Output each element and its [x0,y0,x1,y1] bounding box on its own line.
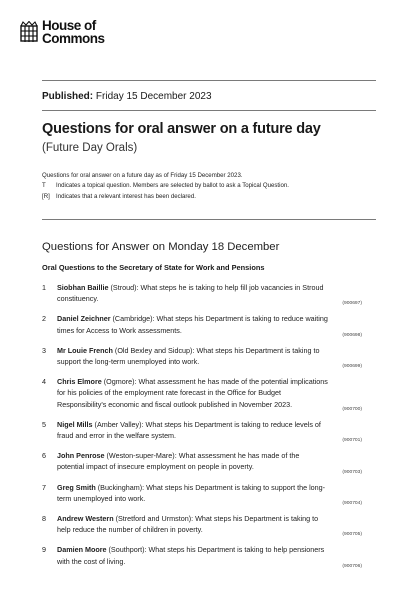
note-topical [42,181,289,191]
question-reference: (900706) [342,563,362,569]
question-reference: (900697) [342,301,362,307]
member-constituency: (Southport): [108,545,147,555]
question-item [42,282,362,307]
question-content: What steps his Department is taking to help pensioners with the cost of living. [57,545,325,566]
member-name: Daniel Zeichner [57,314,111,324]
member-constituency: (Stretford and Urmston): [115,514,194,524]
top-divider [42,80,376,81]
published-divider [42,110,376,111]
question-reference: (900699) [342,364,362,370]
question-number: 3 [42,345,46,355]
question-reference: (900703) [342,469,362,475]
question-item [42,345,362,370]
member-constituency: (Stroud): [110,283,139,292]
question-number: 8 [42,514,46,524]
question-content: What assessment he has made of the potential impact of insecure employment on people in poverty. [57,451,300,472]
published-date: Friday 15 December 2023 [95,91,212,102]
question-content: What steps his Department is taking to reduce waiting times for Access to Work assessments. [57,314,328,335]
question-item [42,482,362,507]
member-name: John Penrose [57,451,105,461]
page-subtitle: (Future Day Orals) [42,142,138,154]
page-title: Questions for oral answer on a future day [42,121,321,137]
question-reference: (900698) [342,332,362,338]
member-constituency: (Weston-super-Mare): [106,451,177,461]
question-item [42,419,362,444]
member-constituency: (Old Bexley and Sidcup): [114,345,195,355]
question-content: What steps his Department is taking to support the long-term unemployed into work. [57,345,320,367]
notes-intro: Questions for oral answer on a future day as of Friday 15 December 2023. [42,172,243,179]
question-number: 1 [42,283,46,292]
question-content: What steps his Department is taking to support the long-term unemployed into work. [57,482,326,503]
question-number: 2 [42,314,46,324]
member-name: Siobhan Baillie [57,283,109,292]
note-key: T [42,182,46,190]
question-reference: (900701) [342,438,362,444]
question-item [42,513,362,538]
house-of-commons-logo [20,20,105,45]
question-item [42,376,362,410]
question-number: 4 [42,377,46,387]
question-item [42,313,362,338]
note-key: [R] [42,192,50,200]
question-text [57,313,362,335]
question-list [42,282,362,576]
member-constituency: (Amber Valley): [94,419,144,429]
member-name: Damien Moore [57,545,107,555]
question-text [57,282,362,304]
question-reference: (900700) [342,406,362,412]
question-number: 6 [42,451,46,461]
question-text [57,544,362,566]
logo-line-2: Commons [42,30,105,46]
question-text [57,482,362,504]
question-content: What steps his Department is taking to reduce levels of fraud and error in the welfare system. [57,419,321,441]
portcullis-icon [20,21,38,43]
question-text [57,419,362,441]
member-constituency: (Buckingham): [97,482,145,492]
question-text [57,513,362,535]
question-reference: (900705) [342,532,362,538]
member-name: Chris Elmore [57,377,102,387]
logo-line-1: House of [42,18,96,33]
published-label: Published: [42,91,94,102]
question-item [42,450,362,475]
question-content: What steps his Department is taking to help reduce the number of children in poverty. [57,514,319,535]
member-constituency: (Cambridge): [112,314,155,324]
question-number: 9 [42,545,46,555]
question-reference: (900704) [342,501,362,507]
published-line [42,91,212,102]
member-name: Mr Louie French [57,345,113,355]
question-text [57,450,362,472]
question-text [57,376,362,410]
question-text [57,345,362,367]
member-name: Nigel Mills [57,419,93,429]
note-text: Indicates a topical question. Members are selected by ballot to ask a Topical Question. [56,182,289,190]
note-interest [42,192,289,202]
member-name: Andrew Western [57,514,114,524]
question-content: What assessment he has made of the potential implications for his policies of the employment rate forecast in the Office for Budget Responsibility's economic and fiscal outlook published in November 2023. [57,377,328,409]
section-heading: Questions for Answer on Monday 18 December [42,241,280,253]
member-constituency: (Ogmore): [103,377,137,387]
explanatory-notes [42,171,289,202]
question-number: 7 [42,482,46,492]
notes-divider [42,219,376,220]
logo-wordmark [42,20,105,45]
question-content: What steps he is taking to help fill job vacancies in Stroud constituency. [57,283,324,304]
question-number: 5 [42,419,46,429]
member-name: Greg Smith [57,482,96,492]
note-text: Indicates that a relevant interest has been declared. [56,192,196,200]
question-item [42,544,362,569]
subsection-heading: Oral Questions to the Secretary of State for Work and Pensions [42,263,265,272]
